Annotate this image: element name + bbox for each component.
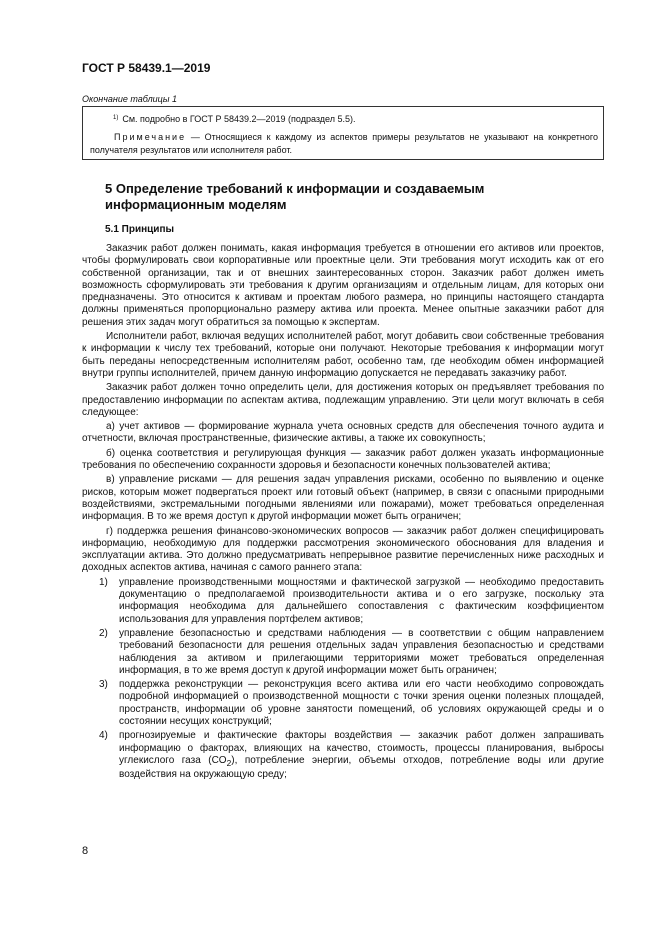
subsection-title: 5.1 Принципы <box>105 224 175 235</box>
item-text: управление безопасностью и средствами наблюдения — в соответствии с общим направлением требований безопасности для решения отдельных задач управления безопасностью и средствами наблюдения за активом и прилегающими территориями может требоваться определенная информация, в то же время доступ к другой информации может быть ограничен; <box>119 627 604 676</box>
item-number: 3) <box>99 679 108 691</box>
body-text <box>82 243 604 783</box>
item-number: 4) <box>99 730 108 742</box>
paragraph: Заказчик работ должен понимать, какая информация требуется в отношении его активов или проектов, чтобы формулировать свои корпоративные или проектные цели. Эти требования могут исходить как от его собственной организации, так и от внешних заинтересованных сторон. Заказчик работ должен иметь возможность сформулировать эти требования к другим организациям и отдельным лицам, для которых они предназначены. Это относится к активам и проектам любого размера, но принципы настоящего стандарта должны применяться пропорционально размеру актива или проекта. Менее опытные заказчики работ для решения этих задач могут обратиться за помощью к экспертам. <box>82 243 604 328</box>
table-note-box <box>82 106 604 160</box>
page-number: 8 <box>82 845 89 857</box>
note-label: Примечание <box>114 132 187 142</box>
list-item-a: а) учет активов — формирование журнала учета основных средств для обеспечения точного аудита и отчетности, включая пространственные, физические активы, а также их совокупность; <box>82 421 604 445</box>
footnote <box>113 113 356 126</box>
numbered-item <box>82 679 604 728</box>
footnote-mark: 1) <box>113 115 119 121</box>
item-number: 1) <box>99 576 108 588</box>
numbered-item <box>82 628 604 677</box>
item-number: 2) <box>99 627 108 639</box>
list-item-g: г) поддержка решения финансово-экономических вопросов — заказчик работ должен специфицировать информацию, необходимую для поддержки рассмотрения экономического обоснования для владения и эксплуатации актива. Это должно предусматривать непрерывное развитие перечисленных ниже расходных и доходных аспектов актива, начиная с самого раннего этапа: <box>82 525 604 574</box>
list-item-v: в) управление рисками — для решения задач управления рисками, особенно по выявлению и оценке рисков, которым может подвергаться проект или готовый объект (например, в связи с опасными природными воздействиями, экстремальными погодными явлениями или пожарами), может требоваться определенная информация. В то же время доступ к другой информации может быть ограничен; <box>82 474 604 523</box>
numbered-item <box>82 730 604 781</box>
item-text: управление производственными мощностями и фактической загрузкой — необходимо предоставить документацию о предполагаемой производительности актива и о его загрузке, поскольку эта информация необходима для дальнейшего сопоставления с фактическим коэффициентом использования для управления портфелем активов; <box>119 576 604 625</box>
item-text: прогнозируемые и фактические факторы воздействия — заказчик работ должен запрашивать информацию о факторах, влияющих на качество, стоимость, процессы планирования, выбросы углекислого газа (CO <box>119 730 604 766</box>
document-header: ГОСТ Р 58439.1—2019 <box>82 61 211 75</box>
list-item-b: б) оценка соответствия и регулирующая функция — заказчик работ должен указать информационные требования по обеспечению сохранности здоровья и безопасности конечных пользователей актива; <box>82 447 604 472</box>
table-note <box>90 131 598 157</box>
paragraph: Исполнители работ, включая ведущих исполнителей работ, могут добавить свои собственные требования к информации к числу тех требований, которые они получают. Некоторые требования к информации могут быть переданы непосредственным исполнителям работ, особенно там, где необходим обмен информацией внутри группы исполнителей, причем данную информацию допускается не передавать заказчику работ. <box>82 331 604 379</box>
co2-subscript: 2 <box>226 757 232 768</box>
note-text: — Относящиеся к каждому из аспектов примеры результатов не указывают на конкретного получателя результатов или исполнителя работ. <box>90 132 598 155</box>
paragraph: Заказчик работ должен точно определить цели, для достижения которых он предъявляет требования по предоставлению информации по аспектам актива, подлежащим управлению. Эти цели могут включать в себя следующее: <box>82 382 604 418</box>
item-text: поддержка реконструкции — реконструкция всего актива или его части необходимо сопровождать подробной информацией о производственной мощности с точки зрения оценки полезных площадей, пространств, информации об уровне занятости помещений, об условиях окружающей среды и о состоянии несущих конструкций; <box>119 679 604 727</box>
section-title: 5 Определение требований к информации и создаваемым информационным моделям <box>105 181 485 212</box>
table-continuation-label: Окончание таблицы 1 <box>82 94 177 104</box>
item-text-continued: ), потребление энергии, объемы отходов, потребление воды или другие воздействия на окружающую среду; <box>119 754 604 781</box>
numbered-item <box>82 577 604 626</box>
numbered-list <box>82 577 604 782</box>
footnote-text: См. подробно в ГОСТ Р 58439.2—2019 (подраздел 5.5). <box>122 114 356 124</box>
